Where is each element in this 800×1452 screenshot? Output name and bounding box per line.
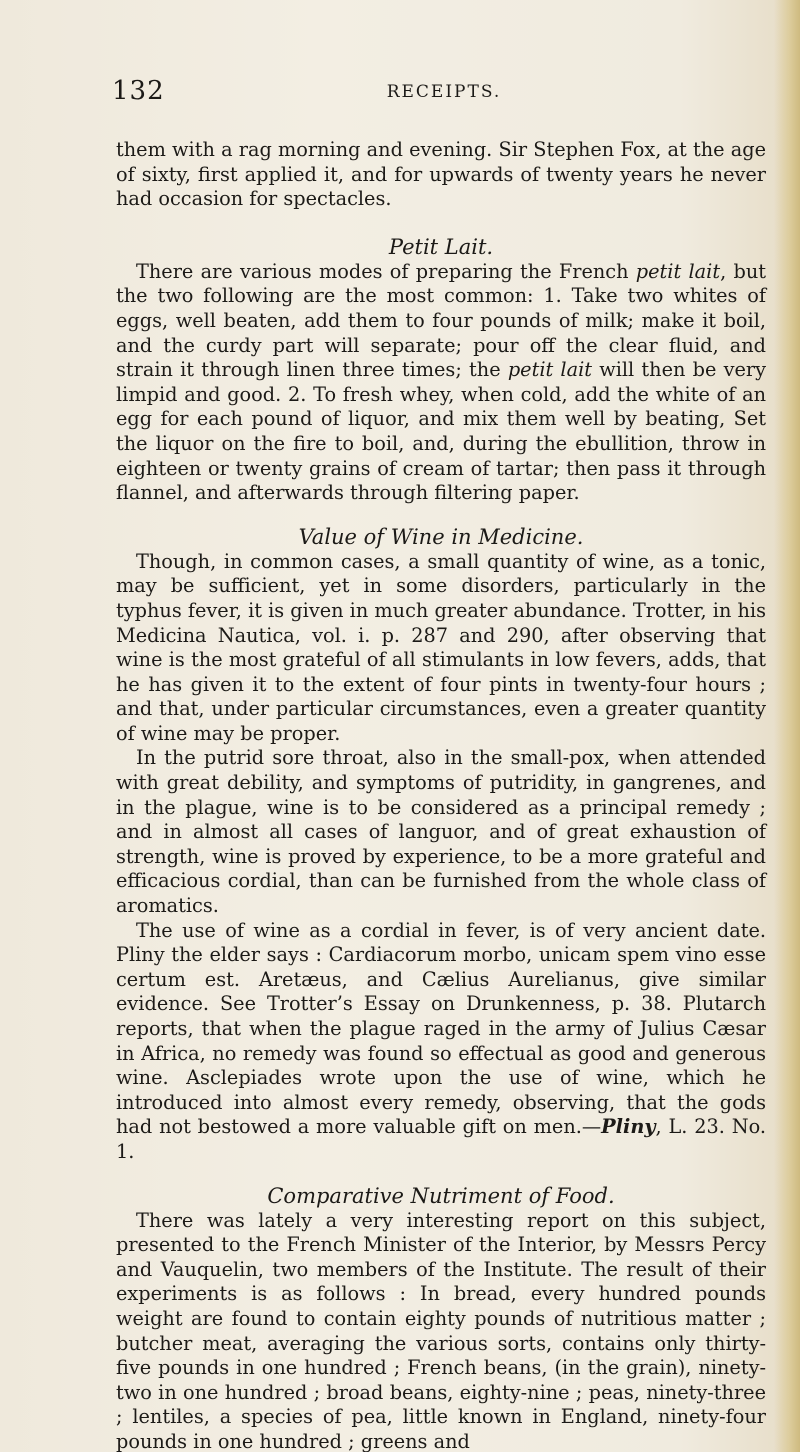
heading-food: Comparative Nutriment of Food. — [267, 1183, 615, 1208]
wine-paragraph-1: Though, in common cases, a small quantity of wine, as a tonic, may be sufficient, yet in some disorders, particularly in the typhus fever, it is given in much greater abundance. Trotter, in his Medicina Nautica, vol. i. p. 287 and 290, after observing that wine is the most grateful of all stimulants in low fevers, adds, that he has given it to the extent of four pints in twenty-four hours ; and that, under particular circumstances, even a greater quantity of wine may be proper. — [116, 549, 766, 745]
petit-lait-italic-1: petit lait — [635, 259, 721, 283]
running-head: RECEIPTS. — [386, 82, 502, 102]
petit-lait-text-b: , but the two following are the most common: 1. Take two whites of eggs, well beaten, add them to four pounds of milk; make it boil, and the curdy part will separate; pour off the clear fluid, and strain it through linen three times; the — [116, 259, 766, 382]
citation-rest: , L. 23. No. 1. — [116, 1115, 766, 1163]
intro-paragraph: them with a rag morning and evening. Sir Stephen Fox, at the age of sixty, first applied it, and for upwards of twenty years he never had occasion for spectacles. — [116, 138, 766, 211]
food-paragraph: There was lately a very interesting report on this subject, presented to the French Minister of the Interior, by Messrs Percy and Vauquelin, two members of the Institute. The result of their experiments is as follows : In bread, every hundred pounds weight are found to contain eighty pounds of nutritious matter ; butcher meat, averaging the various sorts, contains only thirty-five pounds in one hundred ; French beans, (in the grain), ninety-two in one hundred ; broad beans, eighty-nine ; peas, ninety-three ; lentiles, a species of pea, little known in England, ninety-four pounds in one hundred ; greens and — [116, 1208, 766, 1452]
heading-wine: Value of Wine in Medicine. — [298, 524, 584, 549]
petit-lait-paragraph — [116, 260, 766, 506]
petit-lait-text-a: There are various modes of preparing the French — [136, 259, 636, 283]
wine-p3-text: The use of wine as a cordial in fever, is of very ancient date. Pliny the elder says : Cardiacorum morbo, unicam spem vino esse certum est. Aretæus, and Cælius Aurelianus, give similar evidence. See Trotter’s Essay on Drunkenness, p. 38. Plutarch reports, that when the plague raged in the army of Julius Cæsar in Africa, no remedy was found so effectual as good and generous wine. Asclepiades wrote upon the use of wine, which he introduced into almost every remedy, observing, that the gods had not bestowed a more valuable gift on men.— — [116, 918, 766, 1139]
heading-petit-lait: Petit Lait. — [388, 234, 494, 259]
citation-name: Pliny — [601, 1115, 656, 1139]
page-edge — [774, 0, 800, 1452]
page-header — [112, 76, 776, 110]
petit-lait-text-c: will then be very limpid and good. 2. To fresh whey, when cold, add the white of an egg for each pound of liquor, and mix them well by beating, Set the liquor on the fire to boil, and, during the ebullition, throw in eighteen or twenty grains of cream of tartar; then pass it through flannel, and afterwards through filtering paper. — [116, 358, 766, 505]
wine-paragraph-3 — [116, 919, 766, 1165]
wine-paragraph-2: In the putrid sore throat, also in the small-pox, when attended with great debility, and symptoms of putridity, in gangrenes, and in the plague, wine is to be considered as a principal remedy ; and in almost all cases of languor, and of great exhaustion of strength, wine is proved by experience, to be a more grateful and efficacious cordial, than can be furnished from the whole class of aromatics. — [116, 746, 766, 918]
page-body — [116, 138, 766, 1452]
page-number: 132 — [112, 76, 165, 106]
petit-lait-italic-2: petit lait — [507, 358, 593, 382]
